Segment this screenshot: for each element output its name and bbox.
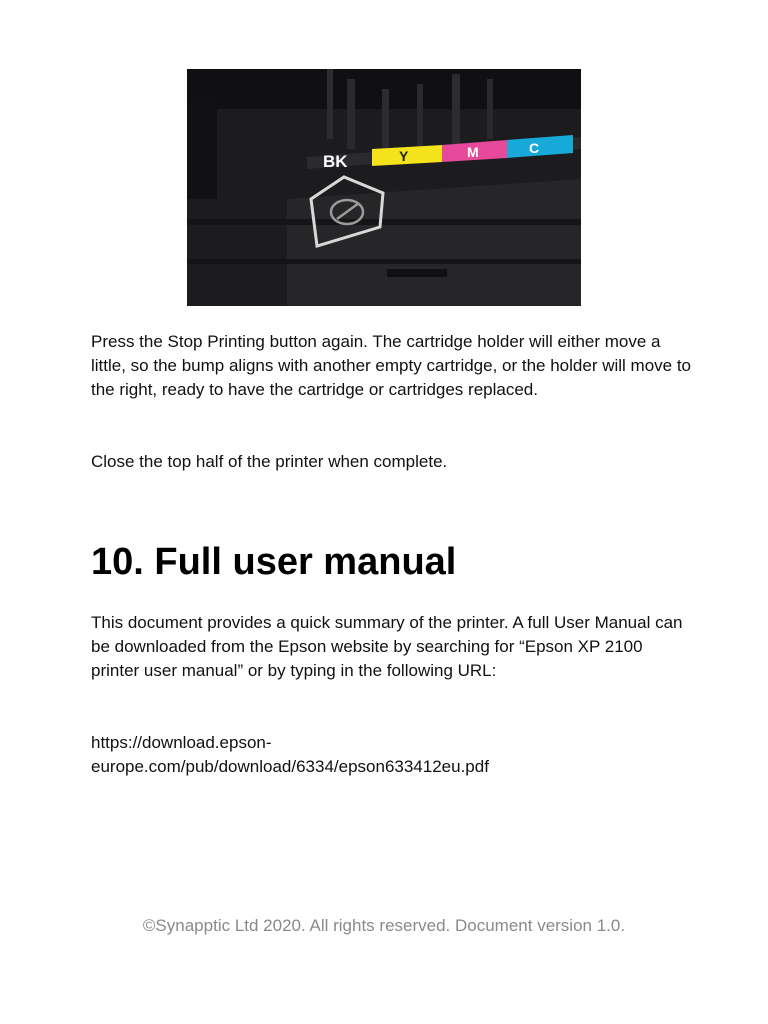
url-line-2[interactable]: europe.com/pub/download/6334/epson633412eu.pdf [91, 757, 489, 776]
magenta-cartridge-label: M [467, 144, 479, 160]
section-heading: 10. Full user manual [91, 541, 457, 583]
stop-printing-paragraph: Press the Stop Printing button again. The cartridge holder will either move a little, so the bump aligns with another empty cartridge, or the holder will move to the right, ready to have the cartridge or cartridges replaced. [91, 332, 692, 399]
close-top-paragraph: Close the top half of the printer when complete. [91, 452, 448, 471]
user-manual-url[interactable] [91, 731, 691, 779]
black-cartridge-label: BK [323, 152, 348, 171]
cyan-cartridge-label: C [529, 140, 540, 156]
url-line-1[interactable]: https://download.epson- [91, 733, 272, 752]
user-manual-paragraph: This document provides a quick summary of the printer. A full User Manual can be downloaded from the Epson website by searching for “Epson XP 2100 printer user manual” or by typing in the following URL: [91, 613, 683, 680]
yellow-cartridge-label: Y [399, 148, 409, 164]
printer-cartridge-photo [187, 69, 581, 306]
copyright-footer: ©Synapptic Ltd 2020. All rights reserved. Document version 1.0. [142, 916, 626, 935]
